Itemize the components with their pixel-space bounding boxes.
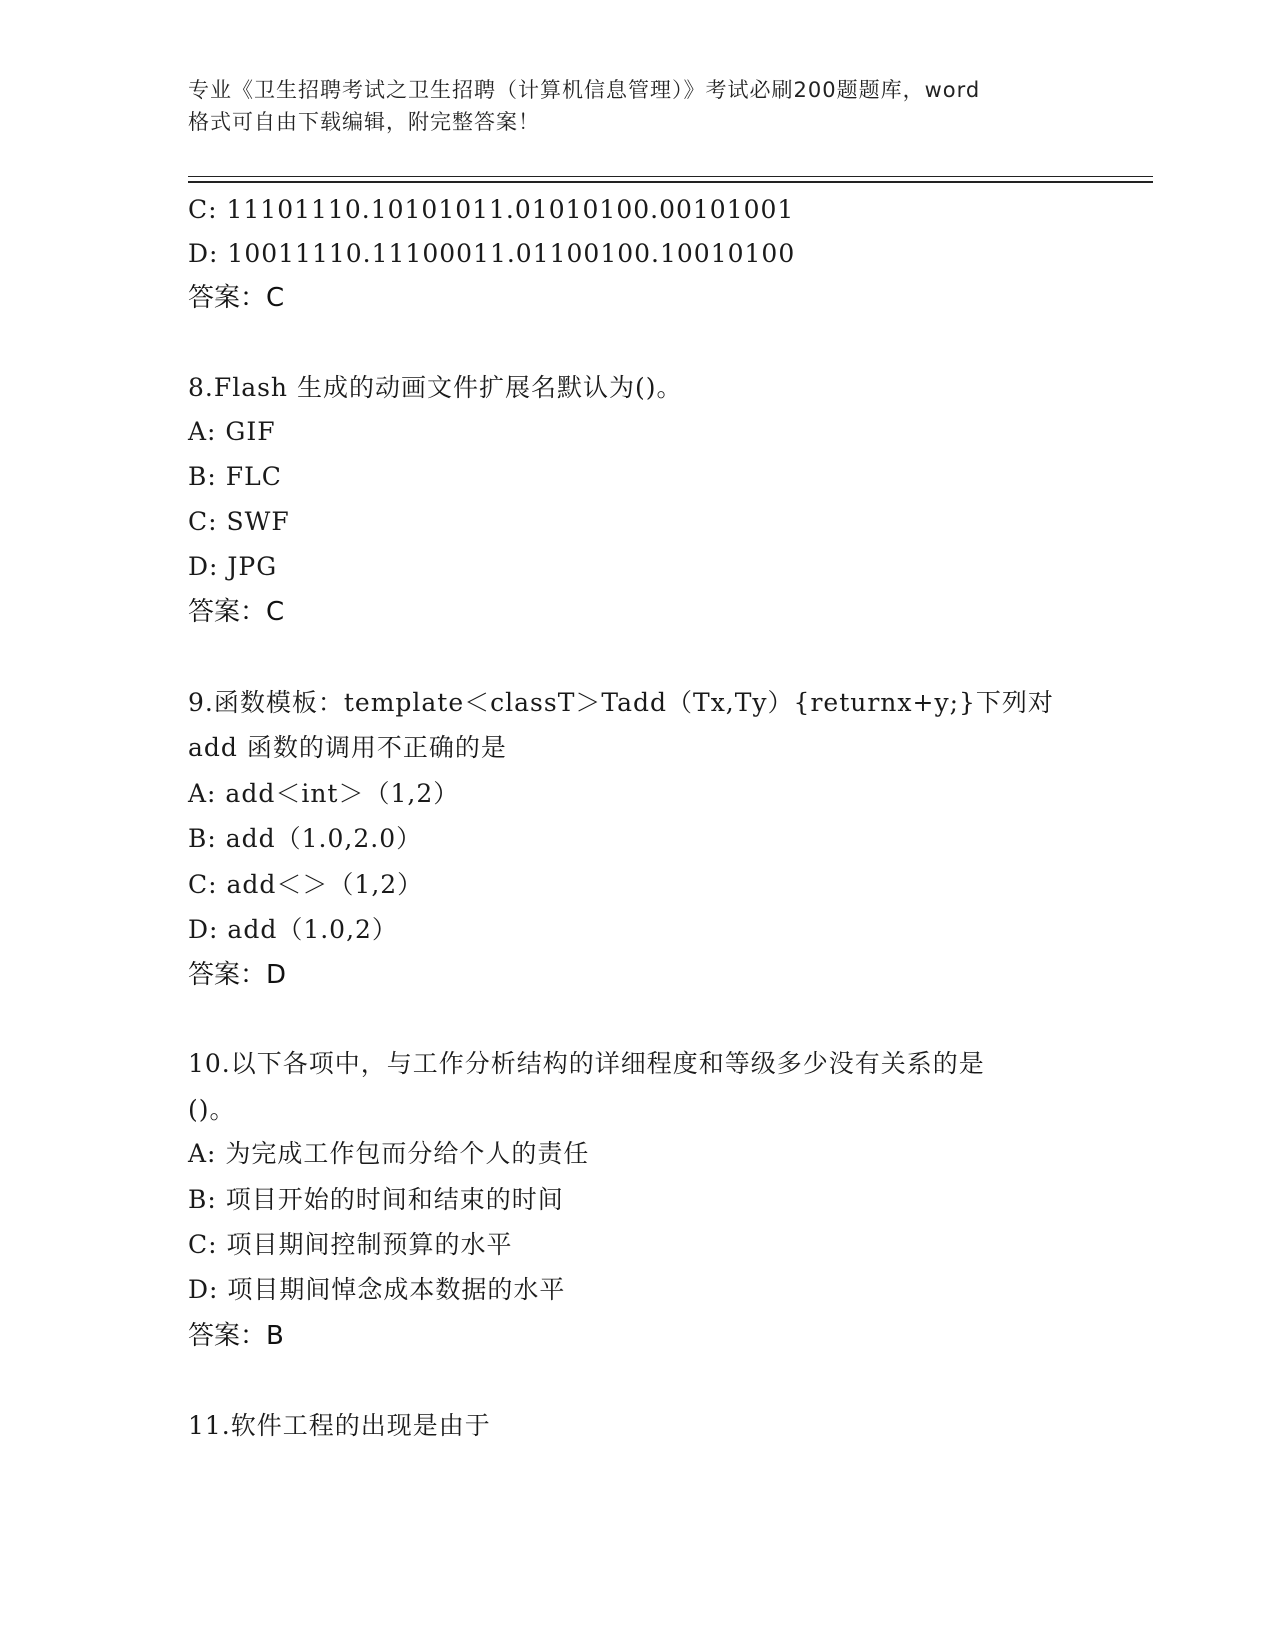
q7-option-c: C: 11101110.10101011.01010100.00101001 bbox=[188, 195, 795, 224]
q10-stem-line-1: 10.以下各项中，与工作分析结构的详细程度和等级多少没有关系的是 bbox=[188, 1049, 985, 1078]
document-header bbox=[188, 74, 1088, 138]
q8-option-a: A: GIF bbox=[188, 417, 276, 446]
q8-option-b: B: FLC bbox=[188, 462, 282, 491]
q9-option-c: C: add＜＞（1,2） bbox=[188, 870, 424, 899]
q9-stem-line-1: 9.函数模板：template＜classT＞Tadd（Tx,Ty）{returnx+y;}下列对 bbox=[188, 688, 1054, 717]
header-line-2: 格式可自由下载编辑，附完整答案！ bbox=[188, 110, 540, 134]
q9-answer: 答案：D bbox=[188, 960, 287, 990]
q9-option-b: B: add（1.0,2.0） bbox=[188, 824, 423, 853]
q10-option-d: D: 项目期间悼念成本数据的水平 bbox=[188, 1275, 566, 1304]
q8-stem: 8.Flash 生成的动画文件扩展名默认为()。 bbox=[188, 373, 683, 402]
q10-option-a: A: 为完成工作包而分给个人的责任 bbox=[188, 1139, 590, 1168]
q7-option-d: D: 10011110.11100011.01100100.10010100 bbox=[188, 239, 796, 268]
header-line-1: 专业《卫生招聘考试之卫生招聘（计算机信息管理）》考试必刷200题题库，word bbox=[188, 78, 981, 102]
q10-stem-line-2: ()。 bbox=[188, 1095, 236, 1124]
q10-option-c: C: 项目期间控制预算的水平 bbox=[188, 1230, 513, 1259]
q8-answer: 答案：C bbox=[188, 597, 285, 627]
q8-option-d: D: JPG bbox=[188, 552, 278, 581]
q8-option-c: C: SWF bbox=[188, 507, 290, 536]
q9-option-d: D: add（1.0,2） bbox=[188, 915, 398, 944]
q10-answer: 答案：B bbox=[188, 1321, 284, 1351]
q9-stem-line-2: add 函数的调用不正确的是 bbox=[188, 733, 507, 762]
q11-stem: 11.软件工程的出现是由于 bbox=[188, 1411, 491, 1440]
q9-option-a: A: add＜int＞（1,2） bbox=[188, 779, 460, 808]
header-divider-thick bbox=[188, 181, 1153, 183]
q7-answer: 答案：C bbox=[188, 283, 285, 313]
q10-option-b: B: 项目开始的时间和结束的时间 bbox=[188, 1185, 564, 1214]
header-divider-thin bbox=[188, 176, 1153, 177]
